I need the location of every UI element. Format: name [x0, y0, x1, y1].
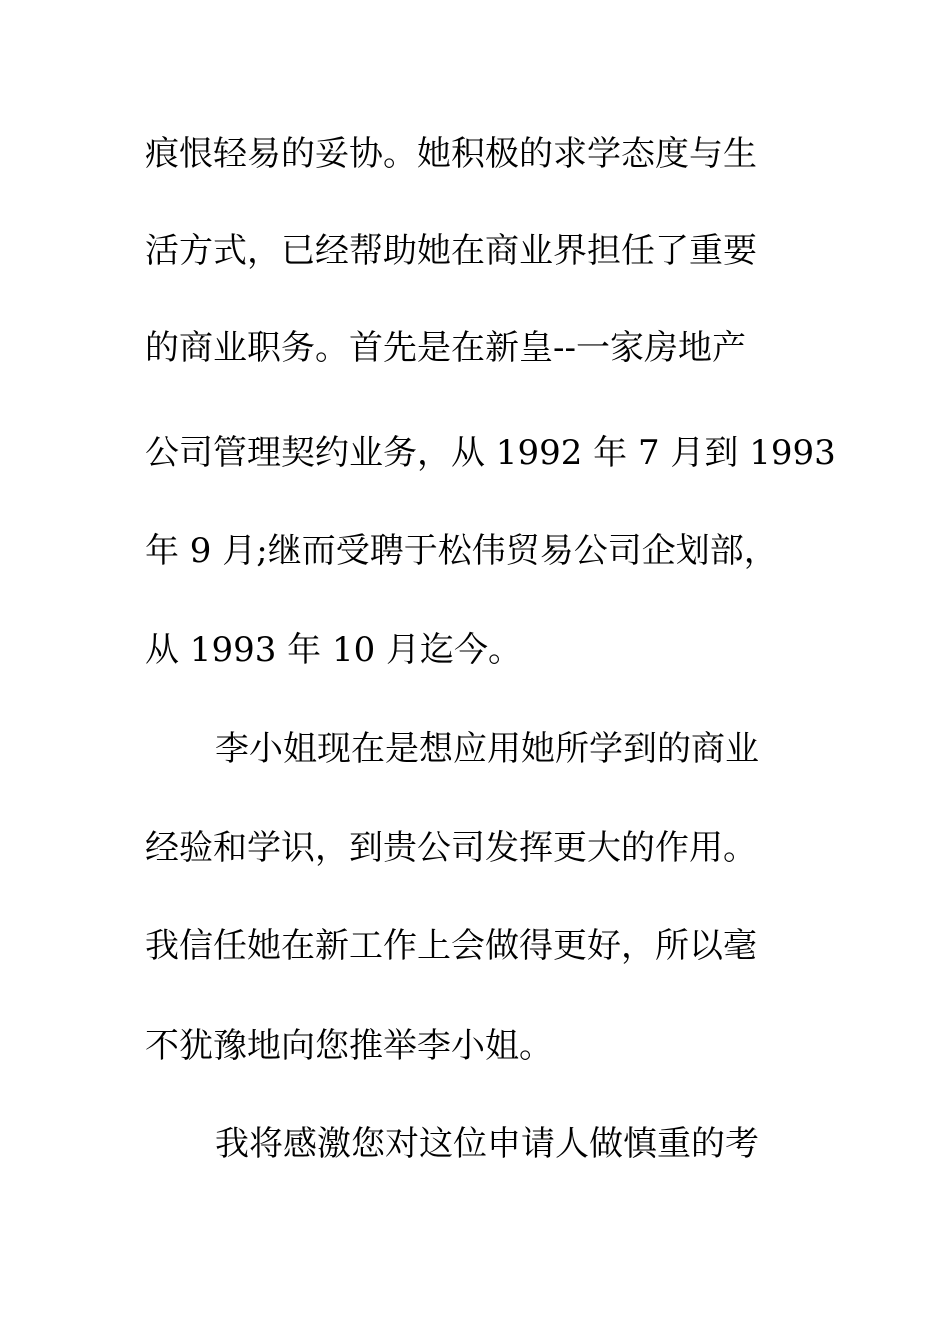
text-line-6: 从 1993 年 10 月迄今。 — [145, 630, 523, 670]
text-line-1: 痕恨轻易的妥协。她积极的求学态度与生 — [145, 134, 757, 174]
text-line-4: 公司管理契约业务，从 1992 年 7 月到 1993 — [145, 433, 836, 473]
paragraph-3-line-1: 我将感激您对这位申请人做慎重的考 — [215, 1124, 759, 1164]
paragraph-2-line-1: 李小姐现在是想应用她所学到的商业 — [215, 729, 759, 769]
text-line-2: 活方式，已经帮助她在商业界担任了重要 — [145, 231, 757, 271]
paragraph-2-line-4: 不犹豫地向您推举李小姐。 — [145, 1026, 553, 1066]
paragraph-2-line-3: 我信任她在新工作上会做得更好，所以毫 — [145, 926, 757, 966]
paragraph-2-line-2: 经验和学识，到贵公司发挥更大的作用。 — [145, 828, 757, 868]
text-line-5: 年 9 月;继而受聘于松伟贸易公司企划部， — [145, 531, 778, 571]
text-line-3: 的商业职务。首先是在新皇--一家房地产 — [145, 328, 746, 368]
